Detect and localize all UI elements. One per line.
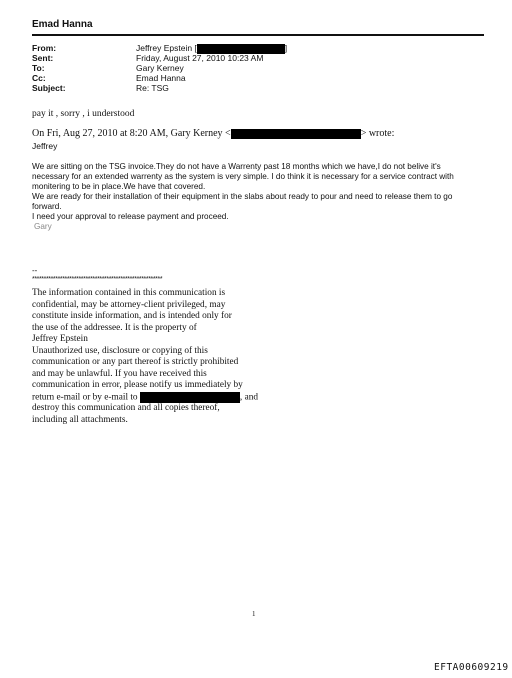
to-label: To: (32, 63, 45, 73)
subject-value: Re: TSG (136, 83, 169, 93)
quoted-intro-end: > wrote: (360, 128, 395, 139)
disclaimer-email-end: , and (239, 392, 258, 403)
disclaimer-line: the use of the addressee. It is the property of (32, 322, 197, 333)
quoted-body-line: I need your approval to release payment and proceed. (32, 212, 229, 221)
quoted-body-line: forward. (32, 202, 62, 211)
quoted-intro-text: On Fri, Aug 27, 2010 at 8:20 AM, Gary Kerney < (32, 128, 231, 139)
sent-value: Friday, August 27, 2010 10:23 AM (136, 53, 264, 63)
document-owner-name: Emad Hanna (32, 19, 93, 30)
quoted-body-line: We are sitting on the TSG invoice.They do not have a Warrenty past 18 months which we have,I do not belive it's (32, 162, 441, 171)
disclaimer-line: The information contained in this communication is (32, 288, 226, 298)
header-rule (32, 34, 484, 36)
to-value: Gary Kerney (136, 63, 184, 73)
disclaimer-line: communication in error, please notify us immediately by (32, 380, 243, 390)
disclaimer-line: destroy this communication and all copies thereof, (32, 403, 220, 413)
disclaimer-line: including all attachments. (32, 414, 128, 425)
quoted-body-line: necessary for an extended warrenty as the system is very simple. I do think it is necessary for a service contract with (32, 172, 454, 181)
disclaimer-line: communication or any part thereof is strictly prohibited (32, 357, 239, 367)
quoted-intro (32, 128, 394, 139)
disclaimer-line: Jeffrey Epstein (32, 334, 88, 344)
disclaimer-line: confidential, may be attorney-client privileged, may (32, 299, 226, 310)
quoted-signature: Gary (34, 222, 52, 231)
reply-text: pay it , sorry , i understood (32, 109, 135, 119)
separator-stars: ******************************************************** (32, 276, 163, 283)
quoted-salutation: Jeffrey (32, 141, 58, 151)
disclaimer-email-text: return e-mail or by e-mail to (32, 392, 138, 403)
from-label: From: (32, 43, 57, 53)
bates-number: EFTA00609219 (434, 662, 509, 673)
sent-label: Sent: (32, 53, 54, 63)
subject-label: Subject: (32, 83, 66, 93)
separator-dash: -- (32, 266, 38, 275)
disclaimer-line: Unauthorized use, disclosure or copying of this (32, 345, 208, 356)
quoted-body-line: monitering to be in place.We have that covered. (32, 182, 206, 191)
page-number: 1 (252, 610, 256, 618)
from-name: Jeffrey Epstein [ (136, 43, 197, 53)
disclaimer-line: constitute inside information, and is intended only for (32, 311, 232, 321)
redaction-box (140, 392, 240, 403)
cc-value: Emad Hanna (136, 73, 186, 83)
redaction-box (231, 129, 361, 139)
quoted-body-line: We are ready for their installation of their equipment in the slabs about ready to pour and need to release them to go (32, 192, 453, 201)
cc-label: Cc: (32, 73, 46, 83)
disclaimer-email-line (32, 392, 258, 404)
disclaimer-line: and may be unlawful. If you have received this (32, 368, 207, 379)
from-close-bracket: ] (284, 43, 288, 53)
